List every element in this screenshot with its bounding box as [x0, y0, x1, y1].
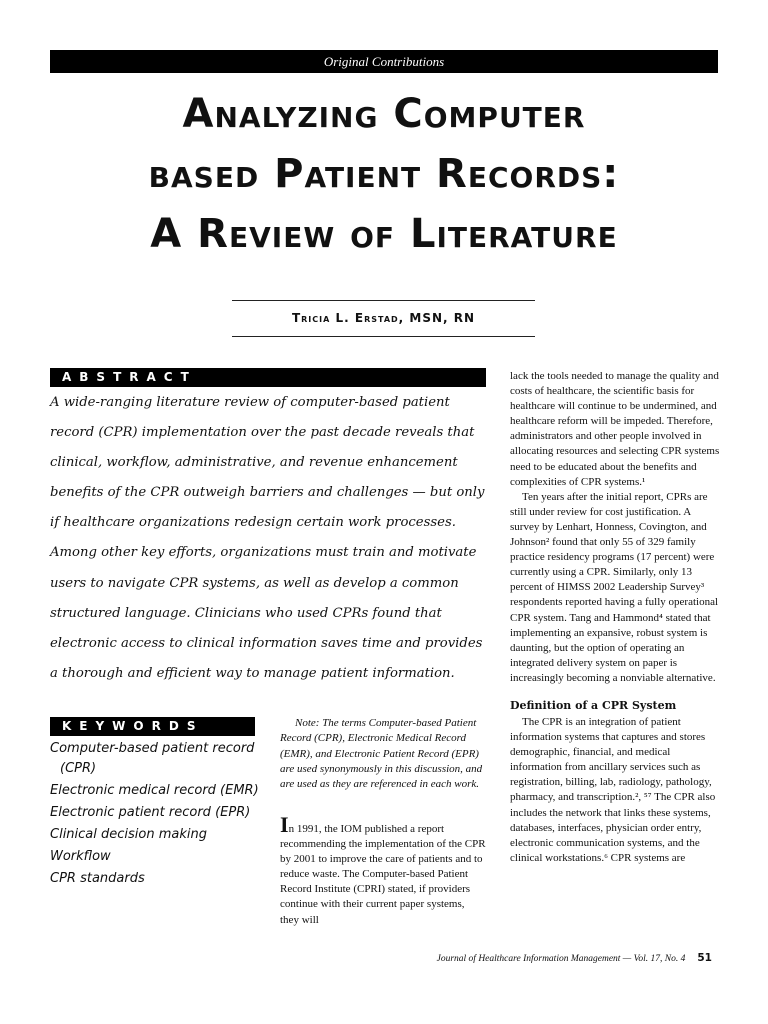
author-rule-bottom [232, 336, 535, 337]
title-line-1: Analyzing Computer [182, 91, 586, 137]
title-line-2: based Patient Records: [148, 151, 620, 197]
title-line-3: A Review of Literature [150, 211, 618, 257]
body-column-3 [510, 369, 720, 866]
terminology-note: Note: The terms Computer-based Patient Record (CPR), Electronic Medical Record (EMR), and Electronic Patient Record (EPR) are used synonymously in this discussion, and are used as they are referenced in each work. [280, 717, 483, 791]
keyword-item: Workflow [50, 849, 111, 864]
keyword-item: Computer-based patient record (CPR) [50, 741, 255, 776]
keyword-item: CPR standards [50, 871, 145, 886]
author-byline: Tricia L. Erstad, MSN, RN [291, 311, 476, 325]
body-paragraph: The CPR is an integration of patient information systems that captures and stores demographic, financial, and medical information from ancillary services such as registration, billing, lab, radiology, pathology, pharmacy, and transcription.², ⁵⁷ The CPR also includes the network that links these systems, databases, interfaces, physician order entry, electronic communication systems, and the clinical workstations.⁶ CPR systems are [510, 715, 716, 864]
section-banner: Original Contributions [50, 50, 718, 73]
keywords-list [50, 739, 265, 891]
article-title [0, 84, 768, 264]
journal-citation: Journal of Healthcare Information Management — Vol. 17, No. 4 [436, 954, 686, 964]
page-footer [300, 952, 712, 964]
page-number: 51 [697, 952, 712, 964]
body-paragraph: In 1991, the IOM published a report recommending the implementation of the CPR by 2001 to improve the care of patients and to reduce waste. The Computer-based Patient Record Institute (CPRI) stated, if providers continue with their current paper systems, they will [280, 812, 486, 926]
body-column-2 [280, 812, 486, 928]
keyword-item: Electronic patient record (EPR) [50, 805, 251, 820]
keyword-item: Clinical decision making [50, 827, 207, 842]
abstract-label: ABSTRACT [50, 368, 486, 387]
section-heading: Definition of a CPR System [510, 698, 677, 712]
keywords-label: KEYWORDS [50, 717, 255, 736]
author-rule-top [232, 300, 535, 301]
abstract-text: A wide-ranging literature review of computer-based patient record (CPR) implementation over the past decade reveals that clinical, workflow, administrative, and revenue enhancement benefits of the CPR outweigh barriers and challenges — but only if healthcare organizations redesign certain work processes. Among other key efforts, organizations must train and motivate users to navigate CPR systems, as well as develop a common structured language. Clinicians who used CPRs found that electronic access to clinical information saves time and provides a thorough and efficient way to manage patient information. [50, 395, 485, 681]
keyword-item: Electronic medical record (EMR) [50, 783, 259, 798]
body-paragraph: Ten years after the initial report, CPRs are still under review for cost justification. A survey by Lenhart, Honness, Covington, and Johnson² found that only 55 of 329 family practice residency programs (17 percent) were currently using a CPR. Similarly, only 13 percent of HIMSS 2002 Leadership Survey³ respondents reported having a fully operational CPR system. Tang and Hammond⁴ stated that implementing an expansive, robust system is daunting, but the option of operating an integrated delivery system on paper is increasingly becoming a nonviable alternative. [510, 490, 719, 684]
body-paragraph: lack the tools needed to manage the quality and costs of healthcare, the scientific basis for healthcare will continue to be undermined, and healthcare reform will be impeded. Therefore, administrators and other people involved in allocating resources and selecting CPR systems need to be educated about the benefits and complexities of CPR systems.¹ [510, 370, 720, 488]
drop-cap: I [280, 812, 289, 837]
